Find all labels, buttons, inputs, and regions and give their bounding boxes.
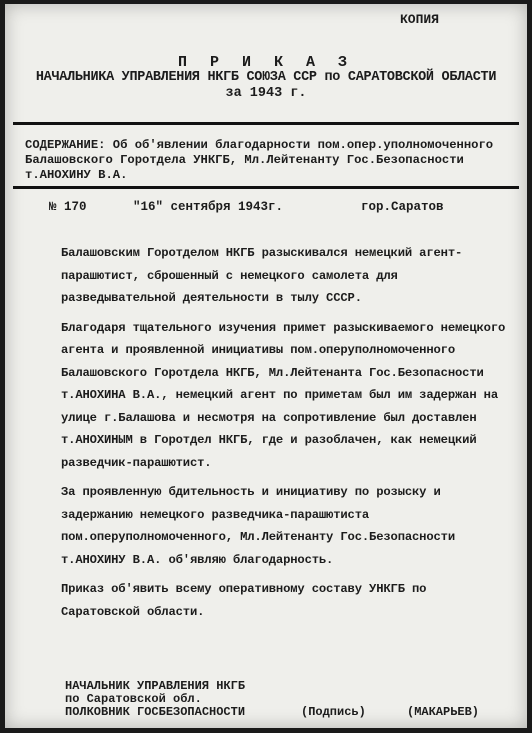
- signatory-rank: ПОЛКОВНИК ГОСБЕЗОПАСНОСТИ: [65, 705, 246, 719]
- signature-mark: (Подпись): [301, 705, 366, 719]
- document-page: [5, 4, 527, 728]
- order-body: [61, 242, 509, 630]
- order-title: П Р И К А З: [177, 54, 355, 71]
- content-summary: [25, 138, 515, 183]
- top-rule: [13, 122, 519, 125]
- signatory-block: [65, 680, 245, 719]
- paragraph: Приказ об'явить всему оперативному составу УНКГБ по Саратовской области.: [61, 582, 427, 619]
- content-text: Об об'явлении благодарности пом.опер.уполномоченного Балашовского Горотдела УНКГБ, Мл.Лейтенанту Гос.Безопасности т.АНОХИНУ В.А.: [25, 138, 494, 182]
- signatory-region: по Саратовской обл.: [65, 692, 202, 706]
- signatory-name: (МАКАРЬЕВ): [407, 705, 480, 719]
- paragraph: Благодаря тщательного изучения примет разыскиваемого немецкого агента и проявленной инициативы пом.оперуполномоченного Балашовского Горотдела НКГБ, Мл.Лейтенанта Гос.Безопасности т.АНОХИНА В.А., немецкий агент по приметам был им задержан на улице г.Балашова и несмотря на сопротивление был доставлен т.АНОХИНЫМ в Горотдел НКГБ, где и разоблачен, как немецкий разведчик-парашютист.: [61, 320, 506, 470]
- bottom-rule: [13, 186, 519, 189]
- order-issuer: НАЧАЛЬНИКА УПРАВЛЕНИЯ НКГБ СОЮЗА ССР по САРАТОВСКОЙ ОБЛАСТИ: [35, 70, 497, 85]
- order-city: гор.Саратов: [361, 200, 444, 214]
- order-date: "16" сентября 1943г.: [133, 200, 284, 214]
- paragraph: За проявленную бдительность и инициативу по розыску и задержанию немецкого разведчика-парашютиста пом.оперуполномоченного, Мл.Лейтенанту Гос.Безопасности т.АНОХИНУ В.А. об'являю благодарность.: [61, 485, 456, 567]
- paragraph: Балашовским Горотделом НКГБ разыскивался немецкий агент-парашютист, сброшенный с немецкого самолета для разведывательной деятельности в тылу СССР.: [61, 246, 463, 305]
- copy-mark: КОПИЯ: [399, 12, 439, 27]
- order-year: за 1943 г.: [225, 86, 307, 101]
- signatory-title: НАЧАЛЬНИК УПРАВЛЕНИЯ НКГБ: [65, 679, 246, 693]
- order-number: № 170: [49, 200, 87, 214]
- content-label: СОДЕРЖАНИЕ:: [25, 138, 106, 152]
